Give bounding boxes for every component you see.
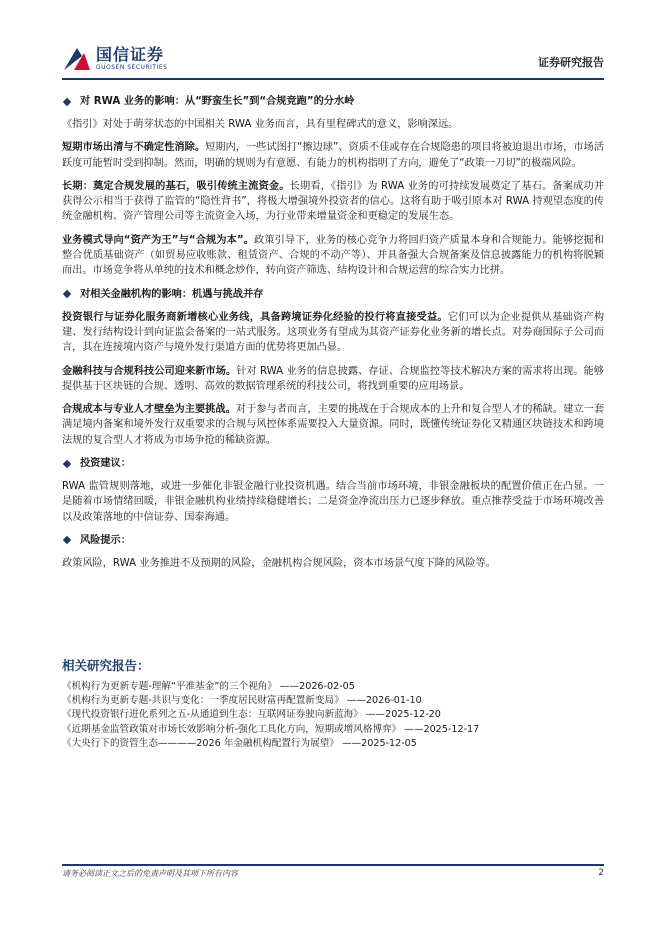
paragraph-text: 政策引导下，业务的核心竞争力将回归资产质量本身和合规能力。能够挖掘和整合优质基础资产（如贸易应收账款、租赁资产、合规的不动产等）、并具备强大合规备案及信息披露能力的机构将脱颖而出。市场竞争将从单纯的技术和概念炒作，转向资产筛选、结构设计和合规运营的综合实力比拼。 xyxy=(62,234,605,277)
body-paragraph xyxy=(62,140,604,171)
paragraph-lead: 业务模式导向“资产为王”与“合规为本”。 xyxy=(62,234,254,246)
body-paragraph xyxy=(62,179,604,225)
footer-divider xyxy=(62,864,604,866)
section-heading-text: 投资建议： xyxy=(80,458,131,470)
paragraph-lead: 长期：奠定合规发展的基石，吸引传统主流资金。 xyxy=(62,180,290,192)
paragraph-text: 针对 RWA 业务的信息披露、存证、合规监控等技术解决方案的需求将出现。能够提供基于区块链的合规、透明、高效的数据管理系统的科技公司，将找到重要的应用场景。 xyxy=(62,365,604,392)
paragraph-lead: 合规成本与专业人才壁垒为主要挑战。 xyxy=(62,404,236,416)
diamond-bullet-icon xyxy=(63,97,71,105)
related-report-item[interactable]: 《近期基金监管政策对市场长效影响分析-强化工具化方向，短期或增风格博弈》 ——2025-12-17 xyxy=(62,723,480,735)
related-report-item[interactable]: 《机构行为更新专题-共识与变化：一季度居民财富再配置新变局》 ——2026-01-10 xyxy=(62,695,422,707)
section-heading xyxy=(62,456,604,471)
logo-english-name: GUOSEN SECURITIES xyxy=(96,64,168,71)
paragraph-lead: 投资银行与证券化服务商新增核心业务线，具备跨境证券化经验的投行将直接受益。 xyxy=(62,311,448,323)
body-paragraph xyxy=(62,364,604,395)
header-divider xyxy=(62,78,604,80)
paragraph-text: 《指引》对处于萌芽状态的中国相关 RWA 业务而言，具有里程碑式的意义，影响深远。 xyxy=(62,119,459,130)
report-body xyxy=(62,94,604,579)
body-paragraph xyxy=(62,556,604,571)
logo-chinese-name: 国信证券 xyxy=(96,45,165,64)
page-header xyxy=(62,40,604,80)
body-paragraph xyxy=(62,479,604,525)
related-reports-title: 相关研究报告： xyxy=(62,658,150,673)
related-report-item[interactable]: 《大央行下的资管生态————2026 年金融机构配置行为展望》 ——2025-12-05 xyxy=(62,737,417,749)
diamond-bullet-icon xyxy=(63,536,71,544)
related-reports-list xyxy=(62,680,604,751)
guosen-logo-icon xyxy=(62,44,92,72)
related-report-item[interactable]: 《机构行为更新专题-理解“平准基金”的三个视角》 ——2026-02-05 xyxy=(62,681,355,692)
body-paragraph xyxy=(62,233,604,279)
disclaimer-note: 请务必阅读正文之后的免责声明及其项下所有内容 xyxy=(62,869,238,878)
section-heading xyxy=(62,94,604,109)
paragraph-text: 短期内，一些试图打“擦边球”、资质不佳或存在合规隐患的项目将被迫退出市场，市场活跃度可能暂时受到抑制。然而，明确的规则为有意愿、有能力的机构指明了方向，避免了“政策一刀切”的极端风险。 xyxy=(62,142,604,169)
report-type-label: 证券研究报告 xyxy=(538,56,604,69)
diamond-bullet-icon xyxy=(63,290,71,298)
paragraph-text: 它们可以为企业提供从基础资产构建、发行结构设计到向证监会备案的一站式服务。这项业务有望成为其资产证券化业务新的增长点。对券商国际子公司而言，其在连接境内资产与境外发行渠道方面的优势将更加凸显。 xyxy=(62,311,605,354)
guosen-logo xyxy=(62,40,182,76)
body-paragraph xyxy=(62,402,604,448)
section-heading-text: 对相关金融机构的影响：机遇与挑战并存 xyxy=(80,288,264,300)
body-paragraph xyxy=(62,310,604,356)
paragraph-lead: 短期市场出清与不确定性消除。 xyxy=(62,142,206,154)
section-heading xyxy=(62,533,604,548)
paragraph-text: 长期看，《指引》为 RWA 业务的可持续发展奠定了基石。备案成功并获得公示相当于获得了监管的“隐性背书”，将极大增强境外投资者的信心。这将有助于吸引原本对 RWA 持观望态度的传统金融机构、资产管理公司等主流资金入场，为行业带来增量资金和更稳定的发展生态。 xyxy=(62,180,605,223)
page-number: 2 xyxy=(598,868,604,878)
section-heading xyxy=(62,287,604,302)
paragraph-text: RWA 监管规则落地，或进一步催化非银金融行业投资机遇。结合当前市场环境，非银金融板块的配置价值正在凸显。一是随着市场情绪回暖，非银金融机构业绩持续稳健增长；二是资金净流出压力已逐步释放。重点推荐受益于市场环境改善以及政策落地的中信证券、国泰海通。 xyxy=(62,481,604,523)
paragraph-text: 政策风险，RWA 业务推进不及预期的风险，金融机构合规风险，资本市场景气度下降的风险等。 xyxy=(62,557,496,569)
section-heading-text: 对 RWA 业务的影响：从“野蛮生长”到“合规竞跑”的分水岭 xyxy=(80,96,355,107)
diamond-bullet-icon xyxy=(63,459,71,467)
paragraph-lead: 金融科技与合规科技公司迎来新市场。 xyxy=(62,365,237,377)
body-paragraph xyxy=(62,117,604,132)
section-heading-text: 风险提示： xyxy=(80,534,131,546)
paragraph-text: 对于参与者而言，主要的挑战在于合规成本的上升和复合型人才的稀缺。建立一套满足境内备案和境外发行双重要求的合规与风控体系需要投入大量资源。同时，既懂传统证券化又精通区块链技术和跨境法规的复合型人才将成为市场争抢的稀缺资源。 xyxy=(62,404,605,446)
related-report-item[interactable]: 《现代投资银行进化系列之五-从通道到生态：互联网证券驶向新蓝海》 ——2025-12-20 xyxy=(62,709,441,721)
